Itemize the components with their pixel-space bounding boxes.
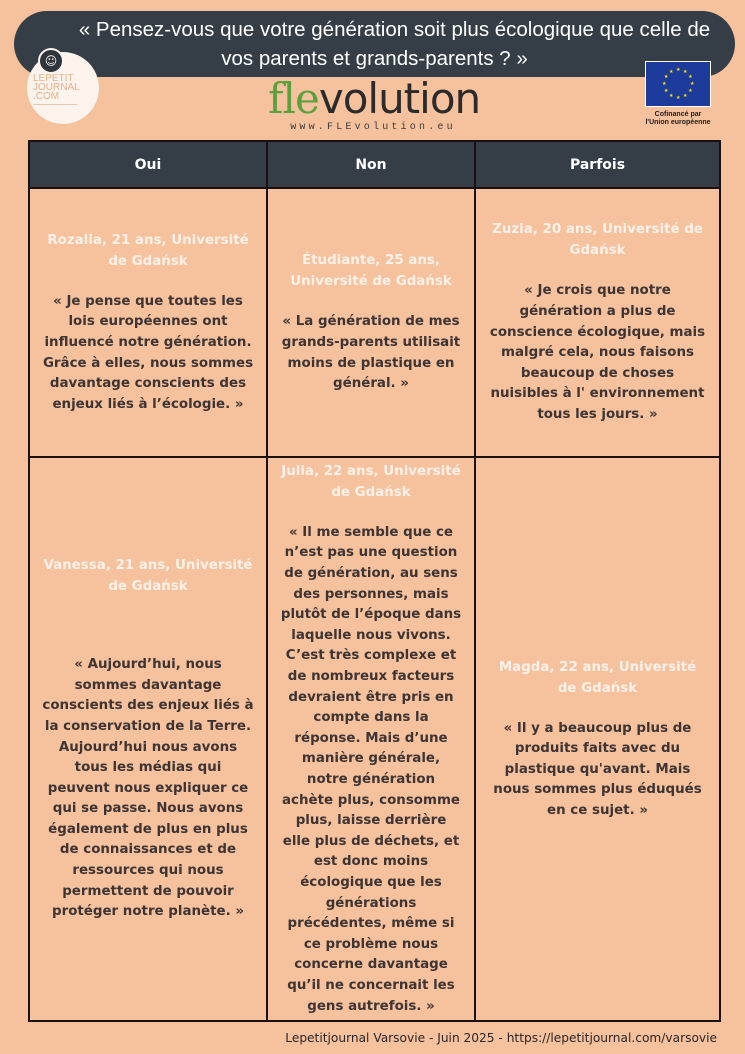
table-header-row	[29, 141, 720, 188]
table-cell	[267, 457, 475, 1021]
respondent-quote: « Je crois que notre génération a plus de conscience écologique, mais malgré cela, nous faisons beaucoup de choses nuisibles à l' environnement tous les jours. »	[489, 283, 706, 422]
lpj-logo-line-3: .COM	[33, 91, 60, 102]
eu-star-icon: ★	[662, 81, 667, 87]
eu-caption-line-1: Cofinancé par	[654, 111, 702, 118]
respondent-name: Vanessa, 21 ans, Université de Gdańsk	[43, 558, 253, 595]
flevolution-url: www.FLEvolution.eu	[290, 122, 456, 133]
table-row	[29, 457, 720, 1021]
table-row	[29, 188, 720, 457]
respondent-name: Rozalia, 21 ans, Université de Gdańsk	[47, 232, 249, 269]
lpj-logo-tagline	[33, 104, 77, 109]
eu-star-icon: ★	[690, 81, 695, 87]
eu-star-icon: ★	[683, 68, 688, 75]
eu-star-icon: ★	[683, 93, 688, 100]
flevolution-wordmark	[268, 74, 481, 123]
column-header-non: Non	[267, 141, 475, 188]
opinions-table	[28, 140, 721, 1022]
eu-star-icon: ★	[688, 74, 693, 80]
eu-cofunding-logo	[645, 61, 711, 131]
table-cell	[475, 188, 720, 457]
question-line-1: « Pensez-vous que votre génération soit plus écologique que celle de	[78, 18, 711, 41]
table-cell	[475, 457, 720, 1021]
eu-star-icon: ★	[669, 68, 674, 75]
lepetitjournal-logo	[27, 52, 99, 124]
flevolution-suffix: volution	[318, 74, 481, 123]
column-header-parfois: Parfois	[475, 141, 720, 188]
lpj-logo-line-1: LEPETIT	[33, 73, 74, 84]
eu-star-icon: ★	[663, 74, 669, 80]
smiley-globe-icon: ☺	[38, 48, 64, 74]
table-cell	[267, 188, 475, 457]
flevolution-logo	[268, 74, 481, 138]
respondent-name: Julia, 22 ans, Université de Gdańsk	[281, 463, 461, 500]
table-cell	[29, 457, 267, 1021]
respondent-quote: « La génération de mes grands-parents utilisait moins de plastique en général. »	[281, 314, 461, 392]
eu-flag-icon	[645, 61, 711, 107]
respondent-name: Magda, 22 ans, Université de Gdańsk	[498, 659, 697, 696]
eu-caption-line-2: l'Union européenne	[645, 119, 711, 126]
respondent-quote: « Aujourd’hui, nous sommes davantage conscients des enjeux liés à la conservation de la Terre. Aujourd’hui nous avons tous les médias qui peuvent nous expliquer ce qui se passe. Nous avons également de plus en plus de connaissances et de ressources qui nous permettent de pouvoir protéger notre planète. »	[42, 657, 254, 920]
eu-star-icon: ★	[688, 88, 693, 94]
eu-star-icon: ★	[669, 93, 674, 100]
eu-star-icon: ★	[676, 95, 681, 101]
respondent-quote: « Il y a beaucoup plus de produits faits avec du plastique qu'avant. Mais nous sommes plus éduqués en ce sujet. »	[493, 720, 702, 818]
flevolution-prefix: fle	[268, 74, 319, 123]
table-cell	[29, 188, 267, 457]
question-banner	[14, 11, 735, 77]
respondent-quote: « Je pense que toutes les lois européennes ont influencé notre génération. Grâce à elles, nous sommes davantage conscients des enjeux liés à l’écologie. »	[42, 293, 254, 412]
lpj-logo-line-2: JOURNAL	[33, 82, 80, 93]
question-line-2: vos parents et grands-parents ? »	[221, 47, 528, 70]
eu-star-icon: ★	[676, 67, 681, 73]
respondent-quote: « Il me semble que ce n’est pas une question de génération, au sens des personnes, mais plutôt de l’époque dans laquelle nous vivons. C’est très complexe et de nombreux facteurs devraient être pris en compte dans la réponse. Mais d’une manière générale, notre génération achète plus, consomme plus, laisse derrière elle plus de déchets, et est donc moins écologique que les générations précédentes, même si ce problème nous concerne davantage qu’il ne concernait les gens autrefois. »	[280, 524, 462, 1014]
footer-credit: Lepetitjournal Varsovie - Juin 2025 - https://lepetitjournal.com/varsovie	[285, 1031, 717, 1045]
column-header-oui: Oui	[29, 141, 267, 188]
respondent-name: Étudiante, 25 ans, Université de Gdańsk	[290, 253, 452, 290]
eu-star-icon: ★	[663, 88, 669, 94]
respondent-name: Zuzia, 20 ans, Université de Gdańsk	[492, 222, 703, 259]
